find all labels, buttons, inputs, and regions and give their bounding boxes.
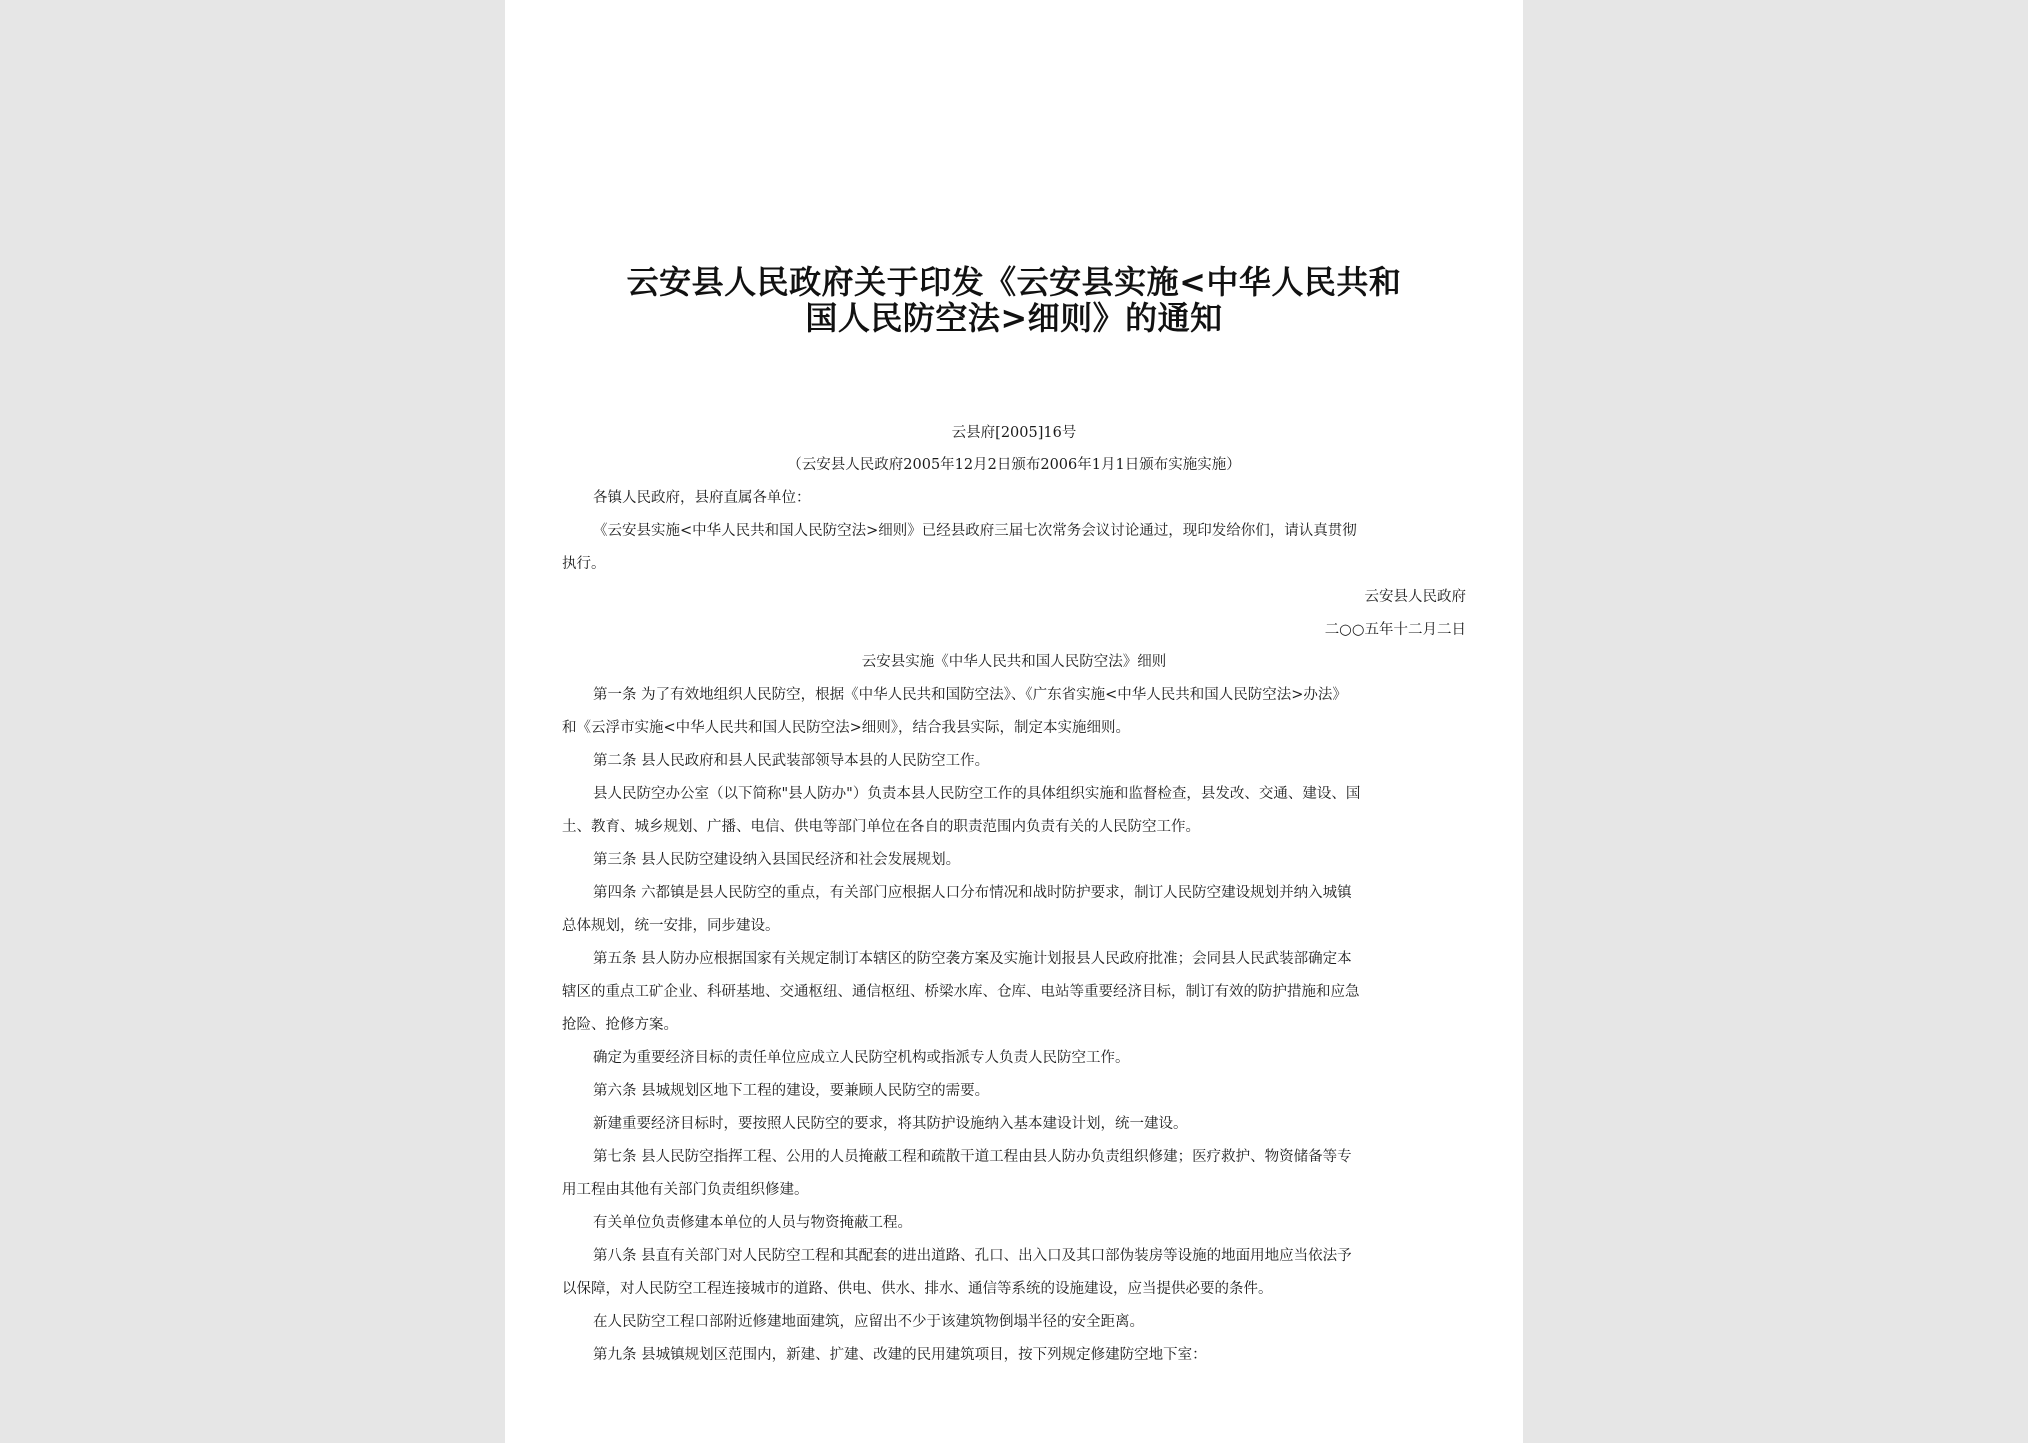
rules-line: 第五条 县人防办应根据国家有关规定制订本辖区的防空袭方案及实施计划报县人民政府批准；会同县人民武装部确定本	[593, 951, 1352, 967]
signature-organization: 云安县人民政府	[1364, 589, 1466, 605]
salutation: 各镇人民政府，县府直属各单位：	[593, 490, 811, 506]
rules-line: 和《云浮市实施<中华人民共和国人民防空法>细则》，结合我县实际，制定本实施细则。	[562, 720, 1131, 736]
rules-line: 辖区的重点工矿企业、科研基地、交通枢纽、通信枢纽、桥梁水库、仓库、电站等重要经济目标，制订有效的防护措施和应急	[562, 984, 1360, 1000]
rules-line: 第八条 县直有关部门对人民防空工程和其配套的进出道路、孔口、出入口及其口部伪装房等设施的地面用地应当依法予	[593, 1248, 1352, 1264]
rules-line: 土、教育、城乡规划、广播、电信、供电等部门单位在各自的职责范围内负责有关的人民防空工作。	[562, 819, 1200, 835]
intro-paragraph-line: 执行。	[562, 556, 606, 572]
document-number: 云县府[2005]16号	[951, 425, 1077, 441]
signature-date: 二○○五年十二月二日	[1324, 622, 1466, 638]
rules-line: 第四条 六都镇是县人民防空的重点，有关部门应根据人口分布情况和战时防护要求，制订人民防空建设规划并纳入城镇	[593, 885, 1352, 901]
rules-line: 第九条 县城镇规划区范围内，新建、扩建、改建的民用建筑项目，按下列规定修建防空地下室：	[593, 1347, 1207, 1363]
rules-line: 县人民防空办公室（以下简称"县人防办"）负责本县人民防空工作的具体组织实施和监督检查，县发改、交通、建设、国	[593, 786, 1361, 802]
rules-line: 用工程由其他有关部门负责组织修建。	[562, 1182, 809, 1198]
intro-paragraph-line: 《云安县实施<中华人民共和国人民防空法>细则》已经县政府三届七次常务会议讨论通过，现印发给你们，请认真贯彻	[593, 523, 1357, 539]
issue-note: （云安县人民政府2005年12月2日颁布2006年1月1日颁布实施实施）	[787, 457, 1241, 473]
rules-line: 总体规划，统一安排，同步建设。	[562, 918, 780, 934]
document-page	[505, 0, 1523, 1443]
rules-line: 新建重要经济目标时，要按照人民防空的要求，将其防护设施纳入基本建设计划，统一建设。	[593, 1116, 1188, 1132]
rules-title: 云安县实施《中华人民共和国人民防空法》细则	[861, 654, 1167, 670]
rules-line: 以保障，对人民防空工程连接城市的道路、供电、供水、排水、通信等系统的设施建设，应当提供必要的条件。	[562, 1281, 1273, 1297]
rules-line: 有关单位负责修建本单位的人员与物资掩蔽工程。	[593, 1215, 912, 1231]
rules-line: 确定为重要经济目标的责任单位应成立人民防空机构或指派专人负责人民防空工作。	[593, 1050, 1130, 1066]
rules-line: 第六条 县城规划区地下工程的建设，要兼顾人民防空的需要。	[593, 1083, 990, 1099]
rules-line: 第七条 县人民防空指挥工程、公用的人员掩蔽工程和疏散干道工程由县人防办负责组织修建；医疗救护、物资储备等专	[593, 1149, 1352, 1165]
document-title-line-2: 国人民防空法>细则》的通知	[805, 299, 1223, 337]
rules-line: 第一条 为了有效地组织人民防空，根据《中华人民共和国防空法》、《广东省实施<中华人民共和国人民防空法>办法》	[593, 687, 1347, 703]
rules-line: 第三条 县人民防空建设纳入县国民经济和社会发展规划。	[593, 852, 961, 868]
document-title-line-1: 云安县人民政府关于印发《云安县实施<中华人民共和	[626, 263, 1402, 301]
rules-line: 抢险、抢修方案。	[562, 1017, 678, 1033]
rules-line: 第二条 县人民政府和县人民武装部领导本县的人民防空工作。	[593, 753, 990, 769]
rules-line: 在人民防空工程口部附近修建地面建筑，应留出不少于该建筑物倒塌半径的安全距离。	[593, 1314, 1144, 1330]
